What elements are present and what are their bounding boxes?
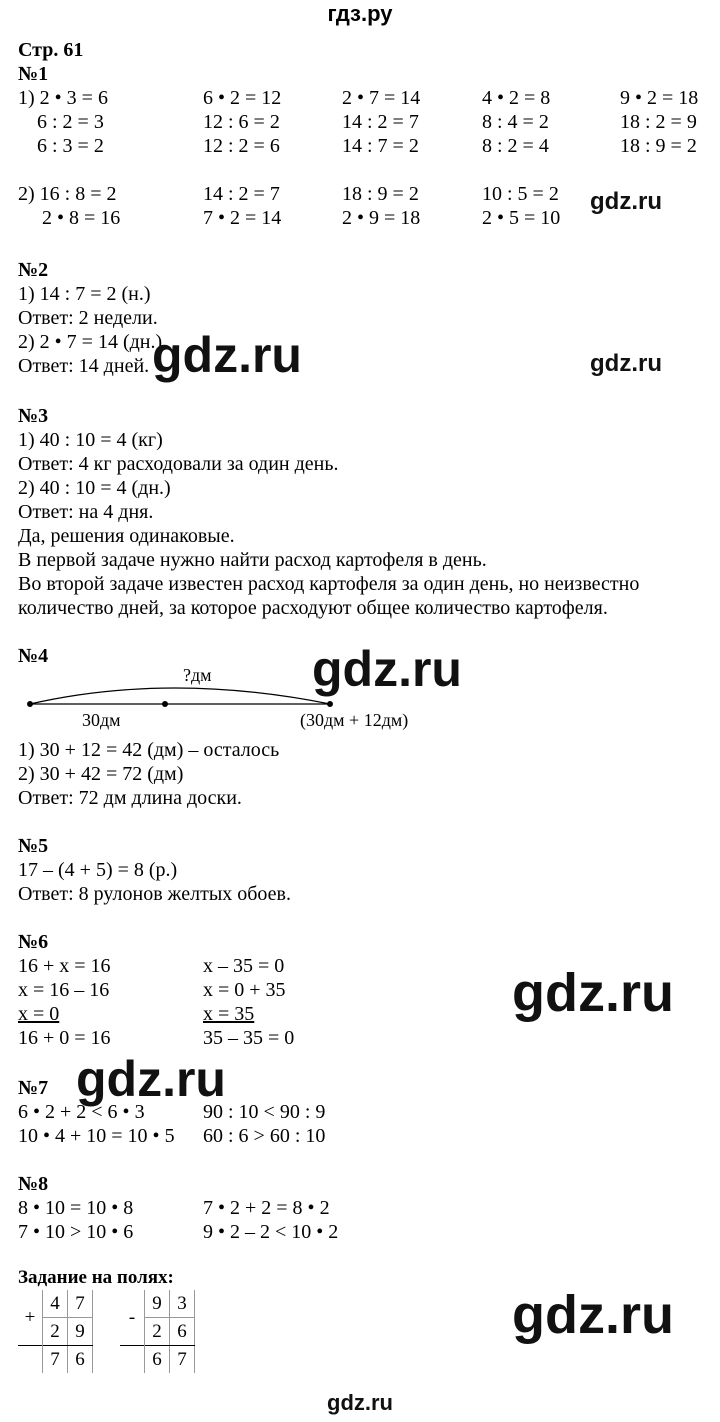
digit: 6 <box>145 1346 170 1374</box>
point-end <box>327 701 333 707</box>
text-line: Ответ: 14 дней. <box>18 355 150 377</box>
equation: 7 • 2 = 14 <box>203 207 282 229</box>
comparison: 90 : 10 < 90 : 9 <box>203 1101 326 1123</box>
equation: 14 : 2 = 7 <box>342 111 419 133</box>
text-line: Ответ: 8 рулонов желтых обоев. <box>18 883 291 905</box>
equation-answer: x = 0 <box>18 1003 60 1025</box>
task-3-number: №3 <box>18 405 49 427</box>
digit: 4 <box>43 1290 68 1318</box>
footer-watermark: gdz.ru <box>327 1390 393 1415</box>
equation: 18 : 9 = 2 <box>620 135 697 157</box>
equation: 2 • 8 = 16 <box>42 207 121 229</box>
text-line: 17 – (4 + 5) = 8 (р.) <box>18 859 178 881</box>
task-4-number: №4 <box>18 645 49 667</box>
equation: x = 0 + 35 <box>203 979 286 1001</box>
equation: 2) 16 : 8 = 2 <box>18 183 117 205</box>
watermark: gdz.ru <box>152 327 302 383</box>
column-subtraction <box>120 1290 195 1373</box>
equation: 6 • 2 = 12 <box>203 87 282 109</box>
watermark: gdz.ru <box>590 188 662 215</box>
equation: 9 • 2 = 18 <box>620 87 699 109</box>
text-line: Да, решения одинаковые. <box>18 525 235 547</box>
point-middle <box>162 701 168 707</box>
text-line: количество дней, за которое расходуют общее количество картофеля. <box>18 597 608 619</box>
equation: 1) 2 • 3 = 6 <box>18 87 108 109</box>
watermark: gdz.ru <box>512 1285 674 1345</box>
text-line: 1) 40 : 10 = 4 (кг) <box>18 429 163 451</box>
equation: 2 • 7 = 14 <box>342 87 421 109</box>
text-line: 1) 14 : 7 = 2 (н.) <box>18 283 151 305</box>
task-7-number: №7 <box>18 1077 49 1099</box>
equation: 4 • 2 = 8 <box>482 87 551 109</box>
digit: 9 <box>68 1318 93 1346</box>
digit: 7 <box>43 1346 68 1374</box>
page-label: Стр. 61 <box>18 39 84 61</box>
equation: 12 : 2 = 6 <box>203 135 280 157</box>
watermark: gdz.ru <box>76 1051 226 1107</box>
watermark: gdz.ru <box>312 641 462 697</box>
equation: 16 + x = 16 <box>18 955 111 977</box>
text-line: Во второй задаче известен расход картофеля за один день, но неизвестно <box>18 573 640 595</box>
text-line: 1) 30 + 12 = 42 (дм) – осталось <box>18 739 280 761</box>
equation: 18 : 9 = 2 <box>342 183 419 205</box>
text-line: Ответ: 2 недели. <box>18 307 158 329</box>
equation: 10 : 5 = 2 <box>482 183 559 205</box>
task-2-number: №2 <box>18 259 49 281</box>
equation: 8 : 4 = 2 <box>482 111 549 133</box>
text-line: Ответ: 4 кг расходовали за один день. <box>18 453 339 475</box>
equation: 2 • 9 = 18 <box>342 207 421 229</box>
watermark: gdz.ru <box>512 963 674 1023</box>
diagram-top-label: ?дм <box>183 665 212 685</box>
equation-check: 35 – 35 = 0 <box>203 1027 295 1049</box>
operator-sign: + <box>18 1290 43 1346</box>
top-arc <box>30 688 330 704</box>
comparison: 60 : 6 > 60 : 10 <box>203 1125 326 1147</box>
equation: x = 16 – 16 <box>18 979 110 1001</box>
digit: 2 <box>43 1318 68 1346</box>
digit: 2 <box>145 1318 170 1346</box>
digit: 7 <box>170 1346 195 1374</box>
equation: 14 : 7 = 2 <box>342 135 419 157</box>
comparison: 7 • 2 + 2 = 8 • 2 <box>203 1197 330 1219</box>
equation: 6 : 3 = 2 <box>37 135 104 157</box>
task-6-number: №6 <box>18 931 49 953</box>
text-line: В первой задаче нужно найти расход картофеля в день. <box>18 549 487 571</box>
digit: 3 <box>170 1290 195 1318</box>
diagram-right-label: (30дм + 12дм) <box>300 710 409 730</box>
equation-answer: x = 35 <box>203 1003 255 1025</box>
text-line: 2) 30 + 42 = 72 (дм) <box>18 763 184 785</box>
equation: 18 : 2 = 9 <box>620 111 697 133</box>
digit: 6 <box>68 1346 93 1374</box>
comparison: 8 • 10 = 10 • 8 <box>18 1197 134 1219</box>
text-line: 2) 40 : 10 = 4 (дн.) <box>18 477 171 499</box>
text-line: 2) 2 • 7 = 14 (дн.) <box>18 331 163 353</box>
equation: 14 : 2 = 7 <box>203 183 280 205</box>
equation: 8 : 2 = 4 <box>482 135 549 157</box>
comparison: 9 • 2 – 2 < 10 • 2 <box>203 1221 339 1243</box>
digit: 7 <box>68 1290 93 1318</box>
comparison: 6 • 2 + 2 < 6 • 3 <box>18 1101 145 1123</box>
text-line: Ответ: на 4 дня. <box>18 501 154 523</box>
text-line: Ответ: 72 дм длина доски. <box>18 787 242 809</box>
margin-task-title: Задание на полях: <box>18 1267 174 1288</box>
operator-sign: - <box>120 1290 145 1346</box>
site-header: гдз.ру <box>327 1 393 26</box>
column-addition <box>18 1290 93 1373</box>
diagram-left-label: 30дм <box>82 710 121 730</box>
comparison: 10 • 4 + 10 = 10 • 5 <box>18 1125 175 1147</box>
equation: 12 : 6 = 2 <box>203 111 280 133</box>
comparison: 7 • 10 > 10 • 6 <box>18 1221 134 1243</box>
digit: 6 <box>170 1318 195 1346</box>
digit: 9 <box>145 1290 170 1318</box>
equation: 6 : 2 = 3 <box>37 111 104 133</box>
watermark: gdz.ru <box>590 350 662 377</box>
equation: 2 • 5 = 10 <box>482 207 561 229</box>
task-5-number: №5 <box>18 835 49 857</box>
task-1-number: №1 <box>18 63 49 85</box>
point-start <box>27 701 33 707</box>
task-8-number: №8 <box>18 1173 49 1195</box>
equation: x – 35 = 0 <box>203 955 285 977</box>
equation-check: 16 + 0 = 16 <box>18 1027 111 1049</box>
